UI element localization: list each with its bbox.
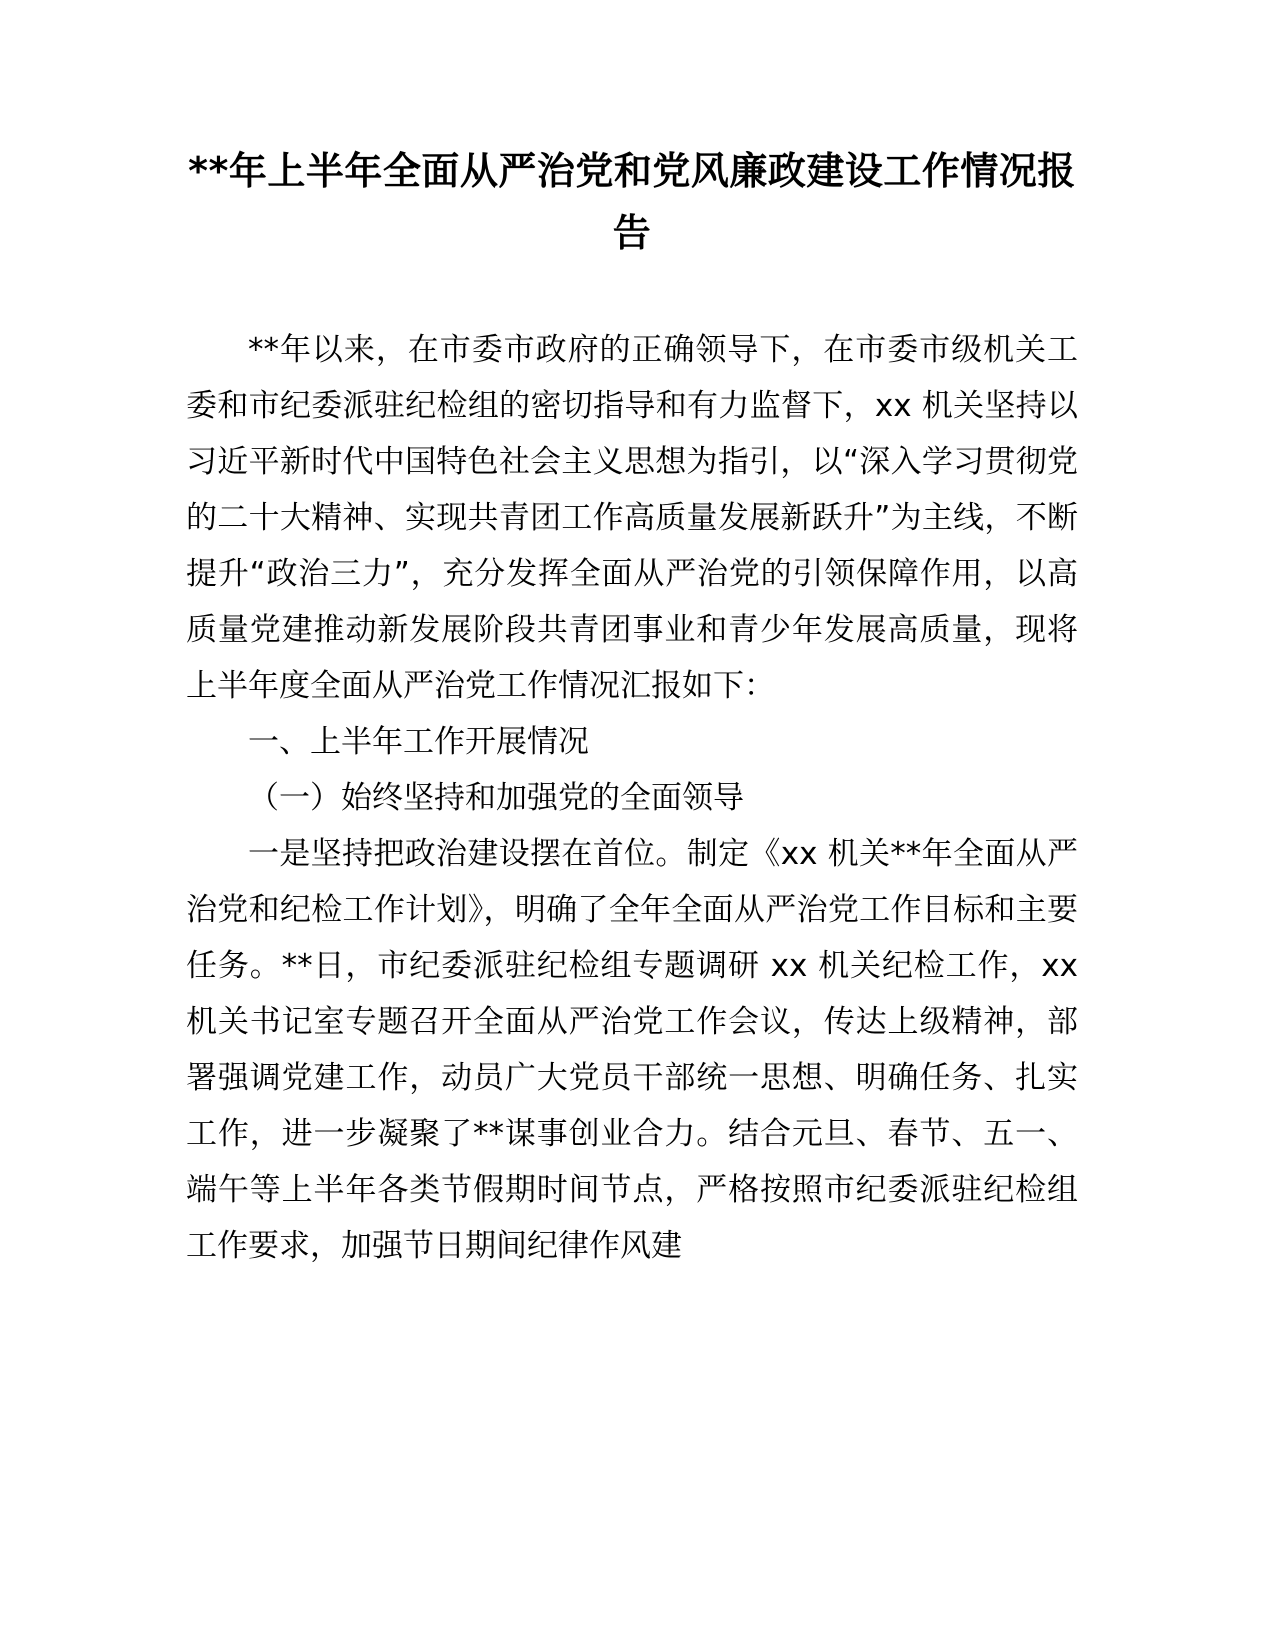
section-heading-one: 一、上半年工作开展情况	[248, 724, 589, 760]
point-one-paragraph: 一是坚持把政治建设摆在首位。制定《xx 机关**年全面从严治党和纪检工作计划》，明确了全年全面从严治党工作目标和主要任务。**日，市纪委派驻纪检组专题调研 xx 机关纪检工作，xx 机关书记室专题召开全面从严治党工作会议，传达上级精神，部署强调党建工作，动员广大党员干部统一思想、明确任务、扎实工作，进一步凝聚了**谋事创业合力。结合元旦、春节、五一、端午等上半年各类节假期时间节点，严格按照市纪委派驻纪检组工作要求，加强节日期间纪律作风建	[186, 836, 1078, 1264]
title-body-spacer	[186, 264, 1078, 322]
opening-paragraph: **年以来，在市委市政府的正确领导下，在市委市级机关工委和市纪委派驻纪检组的密切指导和有力监督下，xx 机关坚持以习近平新时代中国特色社会主义思想为指引，以“深入学习贯彻党的二十大精神、实现共青团工作高质量发展新跃升”为主线，不断提升“政治三力”，充分发挥全面从严治党的引领保障作用，以高质量党建推动新发展阶段共青团事业和青少年发展高质量，现将上半年度全面从严治党工作情况汇报如下：	[186, 332, 1078, 704]
subsection-heading-one: （一）始终坚持和加强党的全面领导	[248, 780, 744, 816]
page-title: **年上半年全面从严治党和党风廉政建设工作情况报告	[188, 149, 1076, 255]
page-content	[186, 0, 1078, 1274]
